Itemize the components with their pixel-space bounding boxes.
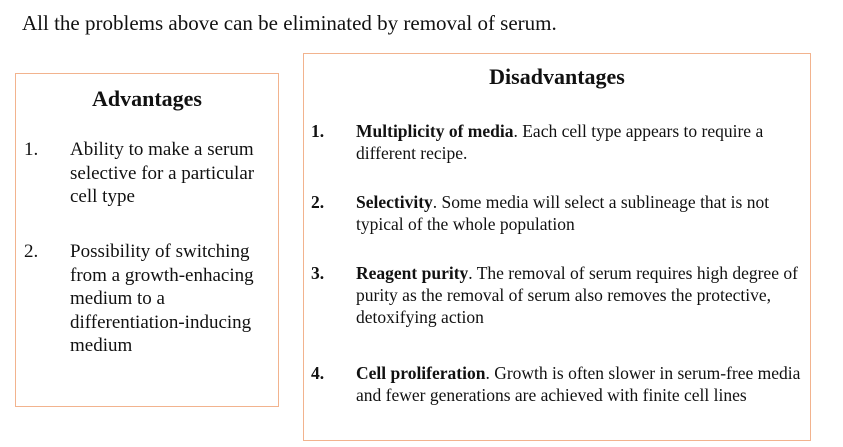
advantages-box xyxy=(15,73,279,407)
disadvantages-title: Disadvantages xyxy=(489,64,625,89)
disadvantage-text xyxy=(356,191,804,235)
intro-text: All the problems above can be eliminated by removal of serum. xyxy=(22,11,557,35)
disadvantage-description: . The removal of serum requires high degree of purity as the removal of serum also removes the protective, detoxifying action xyxy=(356,263,798,327)
disadvantage-term: Reagent purity xyxy=(356,263,469,283)
disadvantage-description: . Some media will select a sublineage that is not typical of the whole population xyxy=(356,192,770,234)
disadvantage-description: . Growth is often slower in serum-free media and fewer generations are achieved with finite cell lines xyxy=(356,363,801,405)
disadvantage-term: Selectivity xyxy=(356,192,433,212)
advantage-text: Possibility of switching from a growth-enhacing medium to a differentiation-inducing medium xyxy=(70,241,254,356)
disadvantage-term: Multiplicity of media xyxy=(356,121,514,141)
advantages-title: Advantages xyxy=(91,86,202,111)
advantage-number: 1. xyxy=(24,139,39,160)
disadvantages-box xyxy=(303,53,811,441)
disadvantage-term: Cell proliferation xyxy=(356,363,486,383)
disadvantage-number: 1. xyxy=(311,121,325,141)
advantage-text: Ability to make a serum selective for a particular cell type xyxy=(70,139,255,207)
disadvantage-number: 4. xyxy=(311,363,325,383)
disadvantage-number: 2. xyxy=(311,192,325,212)
disadvantage-text xyxy=(356,362,804,406)
disadvantage-description: . Each cell type appears to require a different recipe. xyxy=(356,121,764,163)
disadvantage-text xyxy=(356,120,804,164)
advantage-number: 2. xyxy=(24,241,39,262)
disadvantage-number: 3. xyxy=(311,263,325,283)
disadvantage-text xyxy=(356,262,804,328)
